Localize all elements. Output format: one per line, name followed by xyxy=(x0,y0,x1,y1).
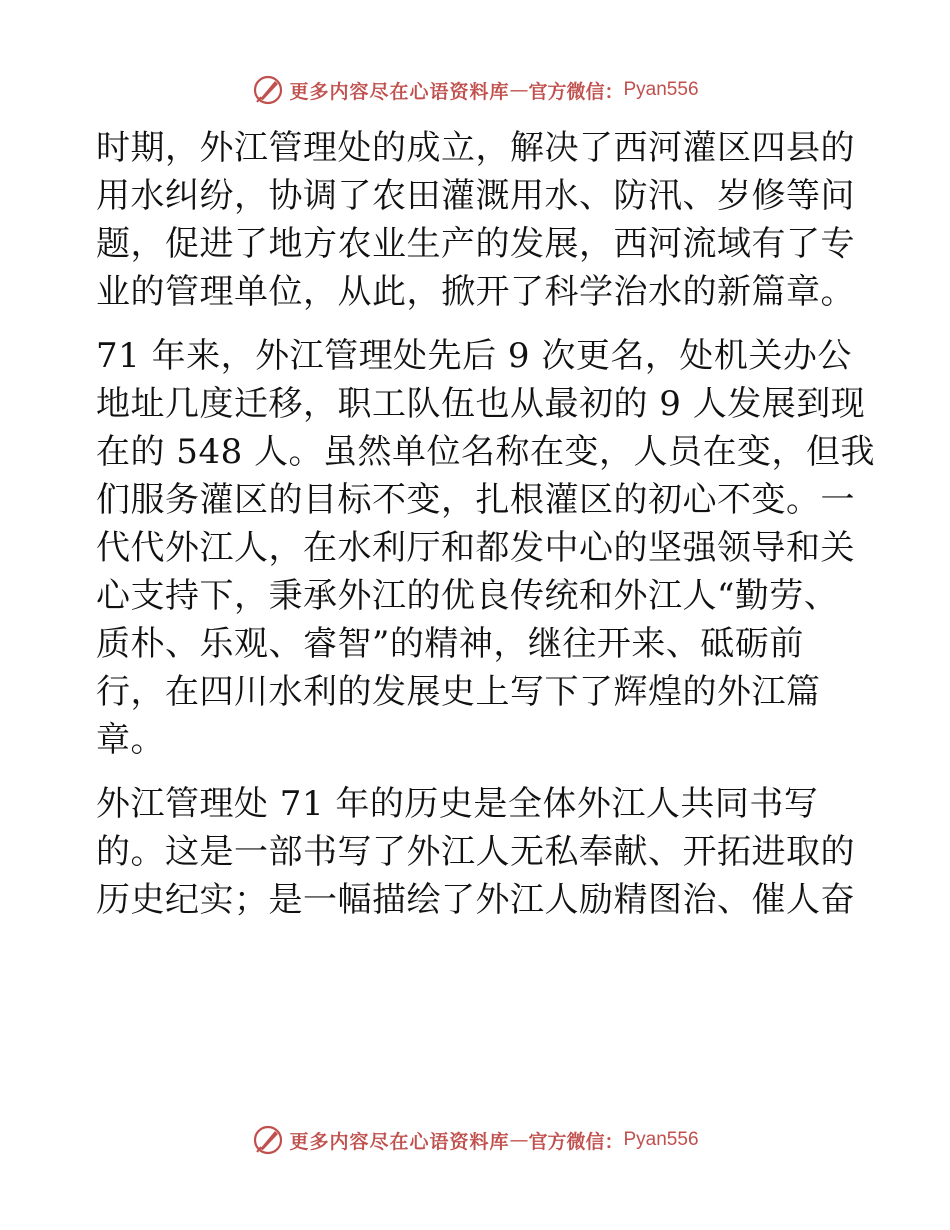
watermark-label: 官方微信： xyxy=(528,1130,624,1153)
text-line: 的。这是一部书写了外江人无私奉献、开拓进取的 xyxy=(96,832,855,872)
text-line: 时期，外江管理处的成立，解决了西河灌区四县的 xyxy=(96,128,855,168)
text-line: 质朴、乐观、睿智”的精神，继往开来、砥砺前 xyxy=(96,624,804,664)
watermark-wechat-id: Pyan556 xyxy=(623,79,699,100)
feather-pen-logo-icon xyxy=(251,1123,285,1157)
text-line: 业的管理单位，从此，掀开了科学治水的新篇章。 xyxy=(96,272,855,312)
watermark-dash: — xyxy=(509,79,529,101)
watermark-dash: — xyxy=(509,1129,529,1151)
text-line: 用水纠纷，协调了农田灌溉用水、防汛、岁修等问 xyxy=(96,176,855,216)
paragraph-2 xyxy=(96,332,876,764)
text-line: 章。 xyxy=(96,720,165,760)
paragraph-1 xyxy=(96,124,856,316)
text-line: 外江管理处 71 年的历史是全体外江人共同书写 xyxy=(96,784,819,824)
text-line: 71 年来，外江管理处先后 9 次更名，处机关办公 xyxy=(96,336,852,376)
paragraph-3 xyxy=(96,780,856,924)
watermark-label: 官方微信： xyxy=(528,80,624,103)
watermark-site-text: 更多内容尽在心语资料库 xyxy=(289,1130,510,1153)
watermark-footer xyxy=(0,1120,950,1160)
text-line: 在的 548 人。虽然单位名称在变，人员在变，但我 xyxy=(96,432,876,472)
text-line: 心支持下，秉承外江的优良传统和外江人“勤劳、 xyxy=(96,576,839,616)
text-line: 行，在四川水利的发展史上写下了辉煌的外江篇 xyxy=(96,672,821,712)
text-line: 历史纪实；是一幅描绘了外江人励精图治、催人奋 xyxy=(96,880,855,920)
document-body xyxy=(96,124,876,924)
text-line: 代代外江人，在水利厅和都发中心的坚强领导和关 xyxy=(96,528,855,568)
watermark-wechat-id: Pyan556 xyxy=(623,1129,699,1150)
watermark-header xyxy=(0,70,950,110)
feather-pen-logo-icon xyxy=(251,73,285,107)
text-line: 们服务灌区的目标不变，扎根灌区的初心不变。一 xyxy=(96,480,855,520)
watermark-site-text: 更多内容尽在心语资料库 xyxy=(289,80,510,103)
text-line: 地址几度迁移，职工队伍也从最初的 9 人发展到现 xyxy=(96,384,866,424)
text-line: 题，促进了地方农业生产的发展，西河流域有了专 xyxy=(96,224,855,264)
